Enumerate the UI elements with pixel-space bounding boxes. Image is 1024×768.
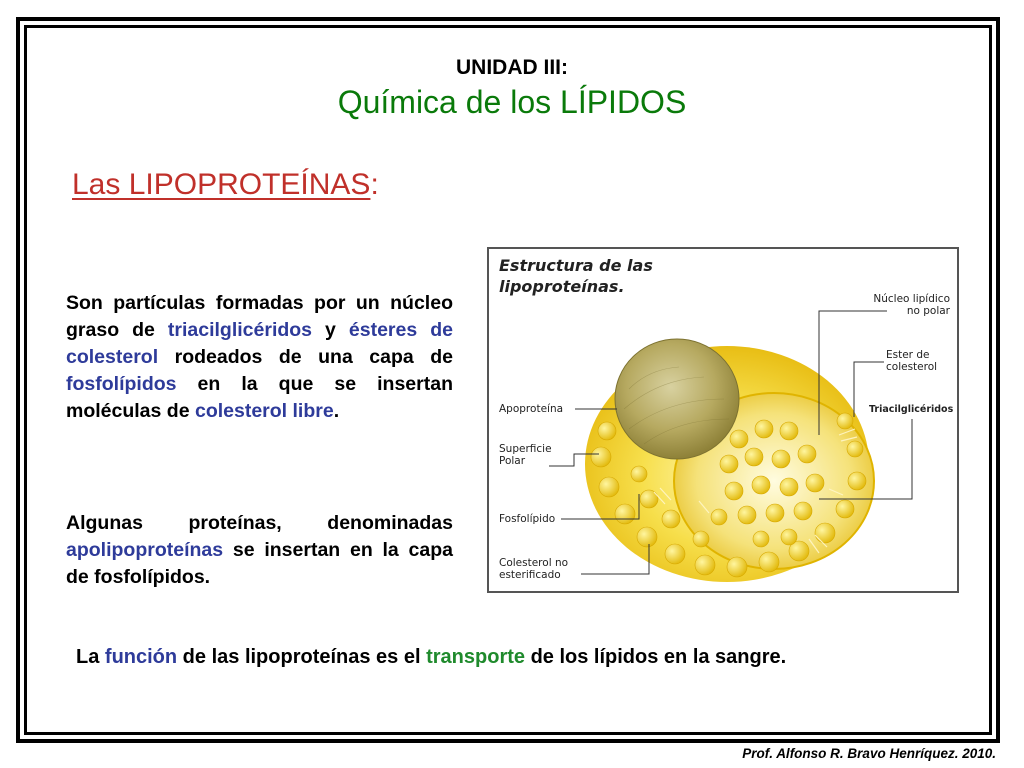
section-title-colon: : <box>370 168 379 201</box>
text-run: . <box>333 400 340 422</box>
unit-label: UNIDAD III: <box>456 56 568 79</box>
label-line: no polar <box>906 305 950 317</box>
label-apoproteina: Apoproteína <box>499 403 564 415</box>
label-line: Núcleo lipídico <box>873 293 950 305</box>
keyword-triacilgliceridos: triacilglicéridos <box>167 319 313 341</box>
label-superficie-polar <box>499 443 552 467</box>
keyword-esteres-colesterol: ésteres de colesterol <box>66 319 453 368</box>
label-line: colesterol <box>886 361 938 373</box>
text-run: La <box>76 646 105 668</box>
label-ester-colesterol <box>886 349 937 373</box>
label-triacilgliceridos: Triacilglicéridos <box>869 404 954 415</box>
text-run: de las lipoproteínas es el <box>177 646 427 668</box>
text-run: Algunas proteínas, denominadas <box>66 512 453 534</box>
paragraph-apolipoproteins <box>66 510 453 591</box>
keyword-apolipoproteinas: apolipoproteínas <box>66 539 224 561</box>
label-colesterol-no-esterificado <box>499 557 568 581</box>
label-line: Superficie <box>499 443 552 455</box>
summary-sentence <box>76 646 786 669</box>
label-line: Ester de <box>886 349 930 361</box>
paragraph-lipoprotein-definition <box>66 290 453 425</box>
section-title <box>72 168 379 202</box>
keyword-funcion: función <box>104 646 178 668</box>
text-run: de los lípidos en la sangre. <box>525 646 787 668</box>
text-run: y <box>312 319 349 341</box>
label-nucleo-lipidico <box>860 293 950 317</box>
label-fosfolipido: Fosfolípido <box>499 513 556 525</box>
lipoprotein-particle <box>585 339 874 582</box>
lipoprotein-structure-figure <box>487 247 959 593</box>
keyword-fosfolipidos: fosfolípidos <box>66 373 177 395</box>
label-line: Polar <box>499 455 526 467</box>
label-line: Colesterol no <box>499 557 569 569</box>
figure-title-line2: lipoproteínas. <box>499 277 625 296</box>
keyword-colesterol-libre: colesterol libre <box>194 400 334 422</box>
author-credit: Prof. Alfonso R. Bravo Henríquez. 2010. <box>742 746 996 761</box>
keyword-transporte: transporte <box>426 646 526 668</box>
label-line: esterificado <box>499 569 561 581</box>
section-title-text: Las LIPOPROTEÍNAS <box>72 168 371 201</box>
slide-title: Química de los LÍPIDOS <box>337 84 687 120</box>
text-run: se insertan en la capa de fosfolípidos. <box>66 539 453 588</box>
figure-title-line1: Estructura de las <box>499 256 653 275</box>
text-run: rodeados de una capa de <box>158 346 453 368</box>
text-run: Son partículas formadas por un núcleo graso de <box>66 292 453 341</box>
text-run: en la que se insertan moléculas de <box>66 373 453 422</box>
